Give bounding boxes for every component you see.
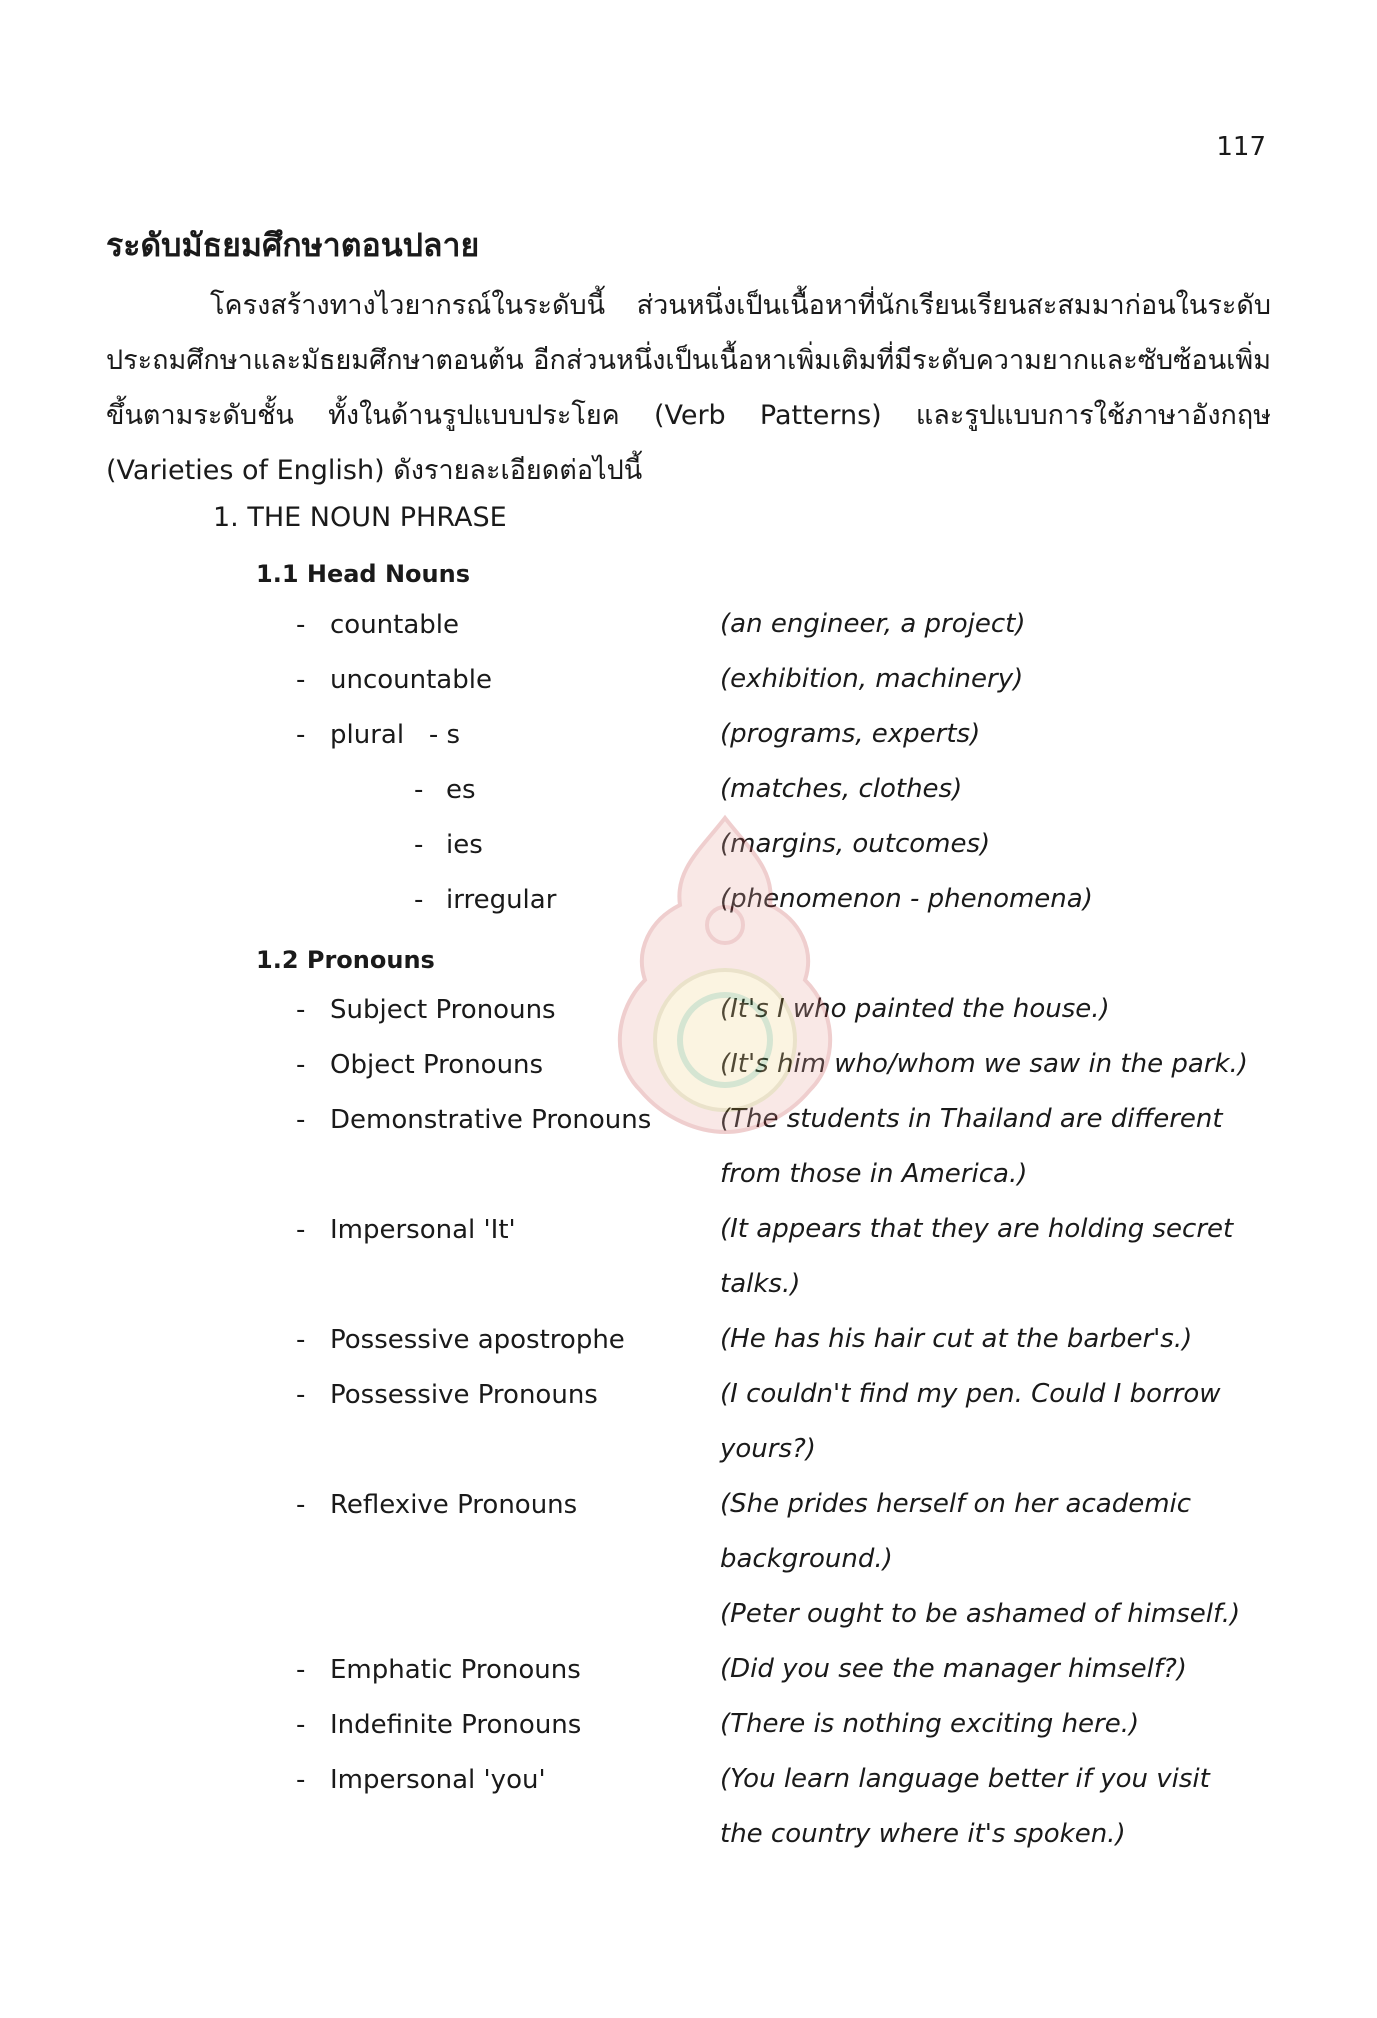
page-number: 117 [1216,132,1266,162]
example: (He has his hair cut at the barber's.) [720,1324,1193,1354]
example: (It's him who/whom we saw in the park.) [720,1049,1248,1079]
example: (It's I who painted the house.) [720,994,1110,1024]
dash: - [296,665,306,695]
list-item [0,1761,1377,1849]
dash: - [296,1765,306,1795]
example: (There is nothing exciting here.) [720,1709,1140,1739]
example: (phenomenon - phenomena) [720,884,1093,914]
dash: - [296,1490,306,1520]
dash: - [296,1325,306,1355]
term: es [446,775,476,805]
term: Reflexive Pronouns [330,1490,578,1520]
term: Indefinite Pronouns [330,1710,582,1740]
dash: - [296,1655,306,1685]
example: (margins, outcomes) [720,829,991,859]
dash: - [296,1215,306,1245]
example: (matches, clothes) [720,774,963,804]
term: Object Pronouns [330,1050,544,1080]
term: ies [446,830,483,860]
pronouns-heading: 1.2 Pronouns [256,946,435,974]
term: plural - s [330,720,461,750]
list-item [0,1211,1377,1299]
dash: - [296,995,306,1025]
dash: - [296,1710,306,1740]
list-item [0,1486,1377,1574]
term: Emphatic Pronouns [330,1655,581,1685]
term: Possessive Pronouns [330,1380,598,1410]
term: Possessive apostrophe [330,1325,625,1355]
example: (programs, experts) [720,719,981,749]
example: (an engineer, a project) [720,609,1026,639]
term: uncountable [330,665,492,695]
example: (The students in Thailand are different from those in America.) [720,1104,1223,1189]
dash: - [296,1105,306,1135]
section-title: ระดับมัธยมศึกษาตอนปลาย [106,226,480,264]
example: (You learn language better if you visit the country where it's spoken.) [720,1764,1210,1849]
intro-paragraph: โครงสร้างทางไวยากรณ์ในระดับนี้ ส่วนหนึ่งเป็นเนื้อหาที่นักเรียนเรียนสะสมมาก่อนในระดับประถมศึกษาและมัธยมศึกษาตอนต้น อีกส่วนหนึ่งเป็นเนื้อหาเพิ่มเติมที่มีระดับความยากและซับซ้อนเพิ่มขึ้นตามระดับชั้น ทั้งในด้านรูปแบบประโยค (Verb Patterns) และรูปแบบการใช้ภาษาอังกฤษ (Varieties of English) ดังรายละเอียดต่อไปนี้ [106,290,1271,486]
dash: - [296,720,306,750]
term: Demonstrative Pronouns [330,1105,652,1135]
example: (Did you see the manager himself?) [720,1654,1187,1684]
chapter-heading: 1. THE NOUN PHRASE [213,502,507,533]
dash: - [414,885,424,915]
dash: - [296,610,306,640]
term: Impersonal 'you' [330,1765,546,1795]
example: (It appears that they are holding secret talks.) [720,1214,1234,1299]
dash: - [414,830,424,860]
term: Subject Pronouns [330,995,556,1025]
term: irregular [446,885,557,915]
example: (She prides herself on her academic background.) [720,1489,1192,1574]
list-item [0,1101,1377,1189]
term: Impersonal 'It' [330,1215,516,1245]
example: (I couldn't find my pen. Could I borrow yours?) [720,1379,1221,1464]
head-nouns-heading: 1.1 Head Nouns [256,560,470,588]
term: countable [330,610,460,640]
list-item [0,1376,1377,1464]
example: (Peter ought to be ashamed of himself.) [720,1599,1241,1629]
dash: - [296,1050,306,1080]
list-item [0,881,1377,936]
dash: - [414,775,424,805]
dash: - [296,1380,306,1410]
example: (exhibition, machinery) [720,664,1024,694]
